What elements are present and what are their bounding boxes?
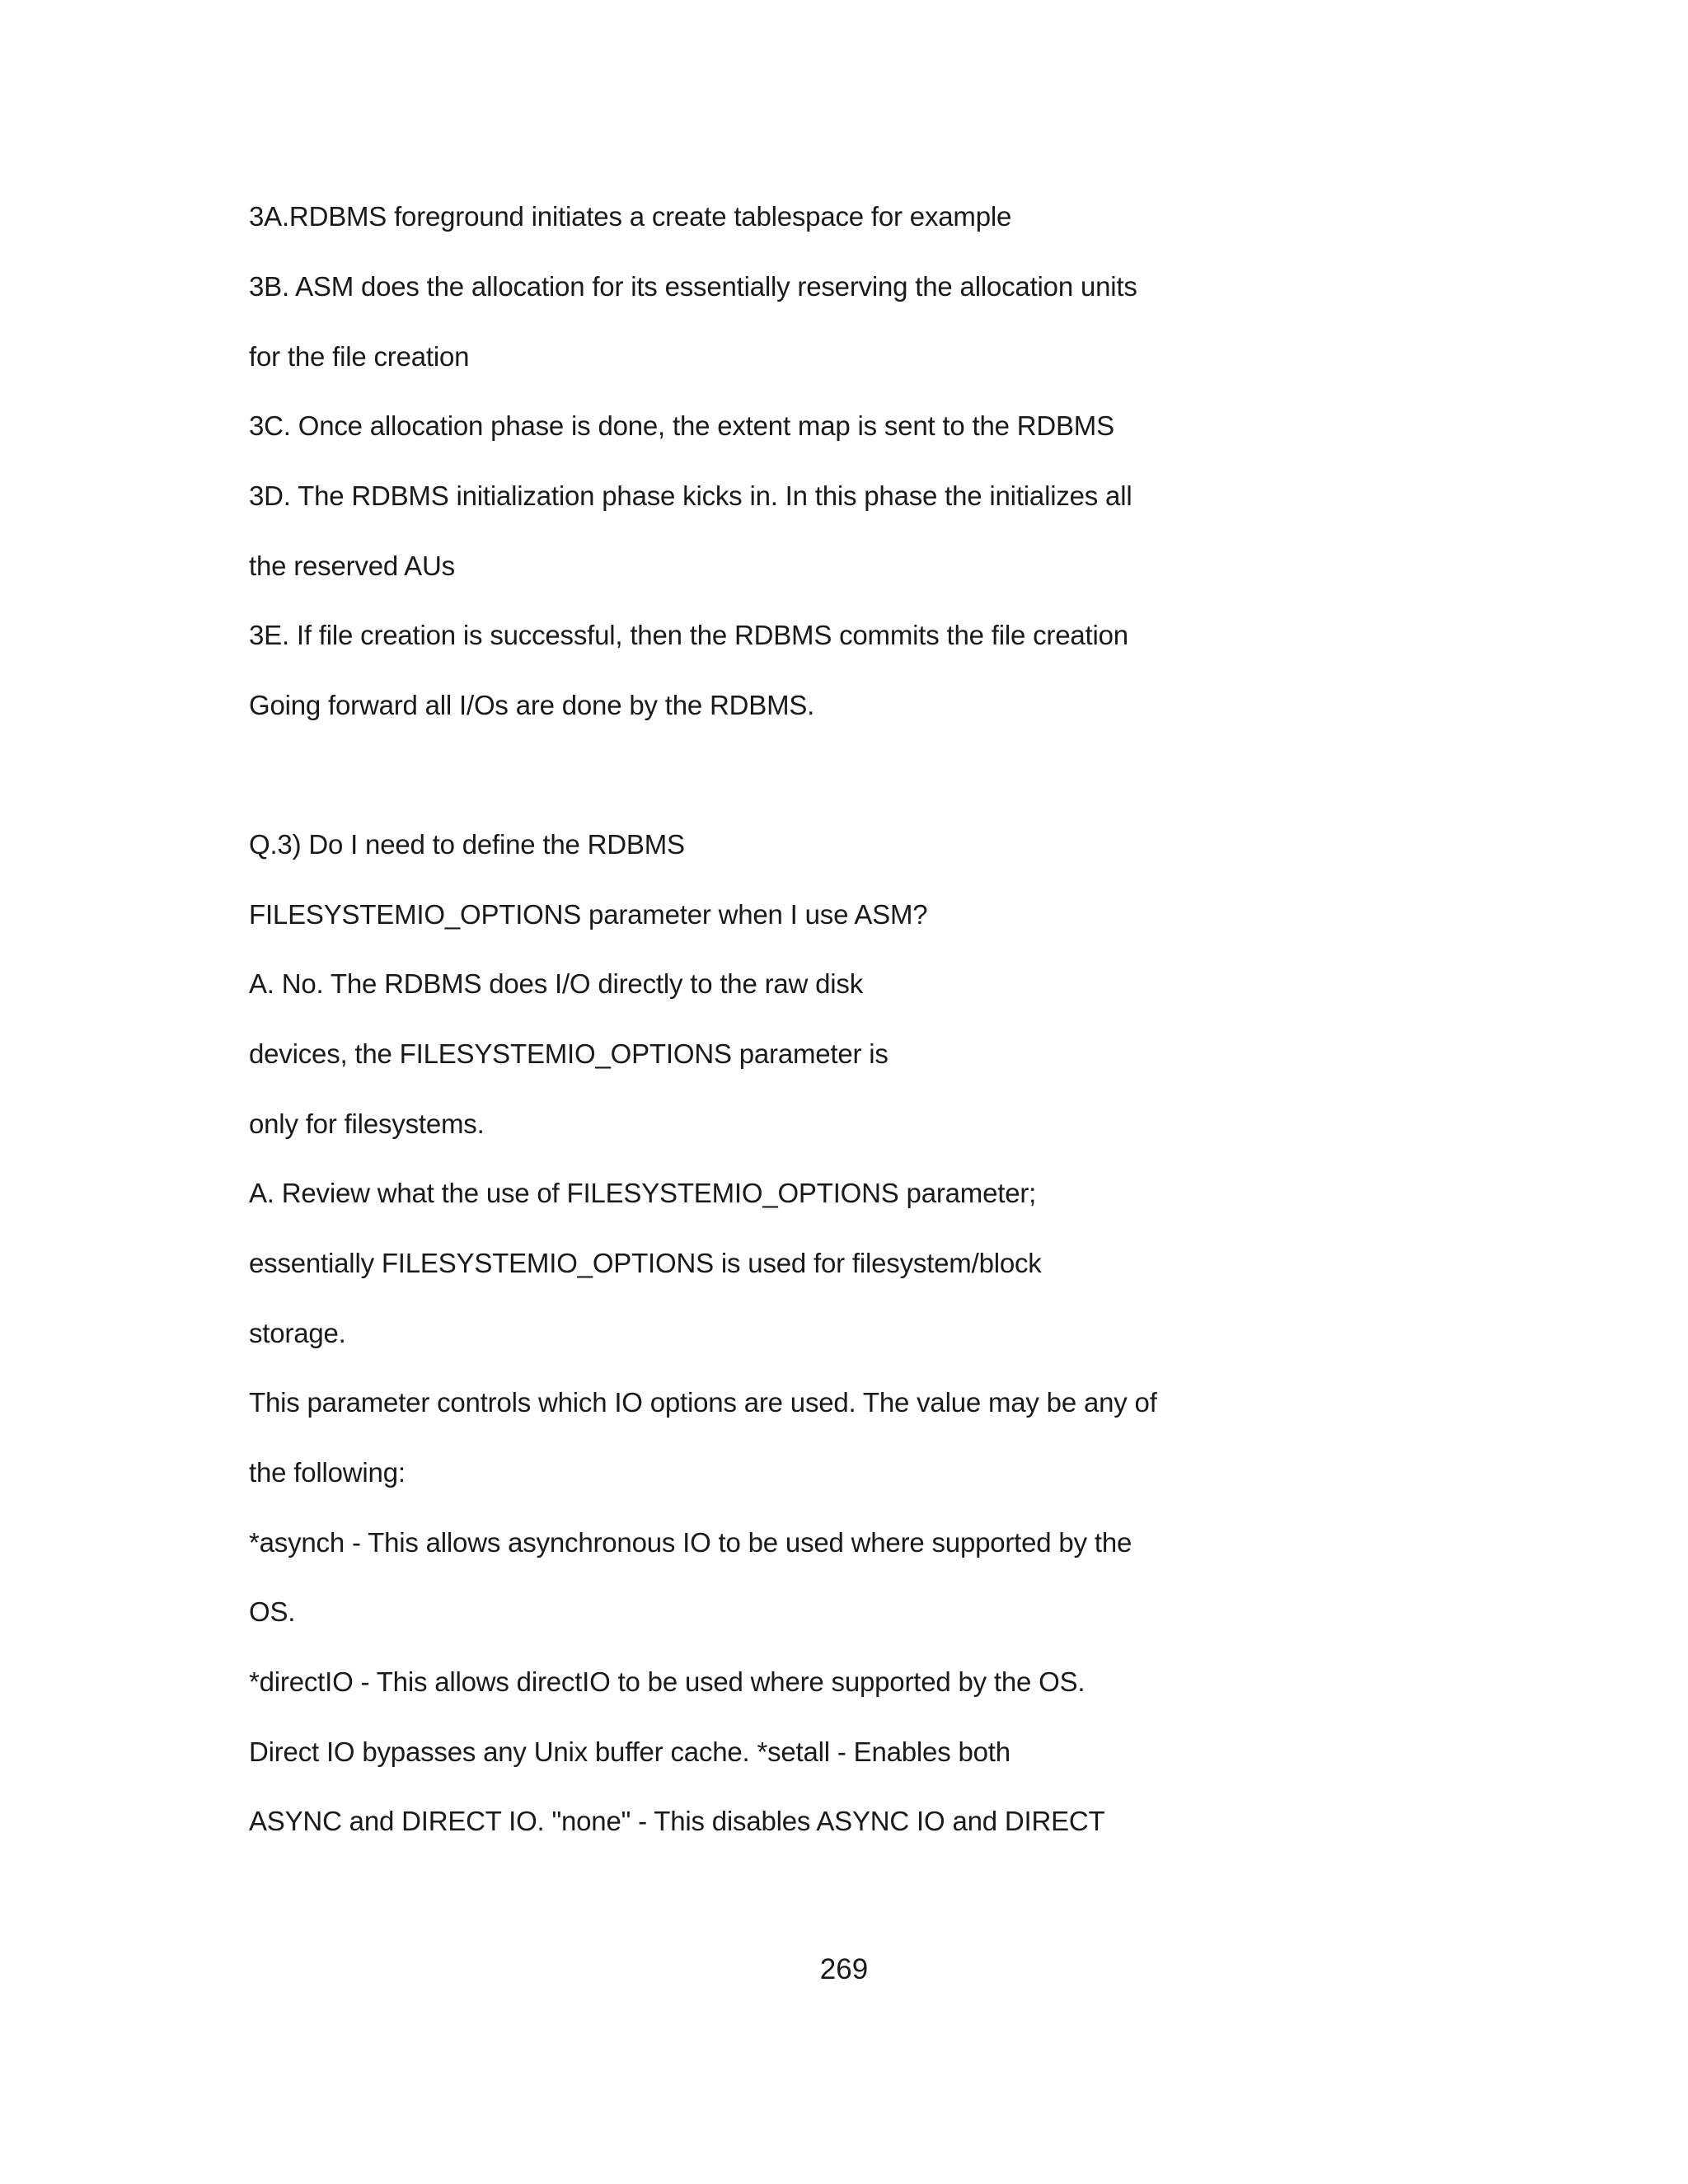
answer-line-3: only for filesystems. — [249, 1108, 485, 1139]
text-line-3e: 3E. If file creation is successful, then the RDBMS commits the file creation — [249, 620, 1128, 650]
text-line-3d-cont: the reserved AUs — [249, 551, 455, 581]
text-line-going-forward: Going forward all I/Os are done by the RDBMS. — [249, 690, 815, 720]
direct-io-line: Direct IO bypasses any Unix buffer cache. *setall - Enables both — [249, 1736, 1010, 1767]
asynch-line-2: OS. — [249, 1596, 296, 1627]
answer-review-line-3: storage. — [249, 1318, 346, 1348]
question-heading-cont: FILESYSTEMIO_OPTIONS parameter when I use ASM? — [249, 899, 928, 930]
text-line-3b-cont: for the file creation — [249, 341, 470, 372]
asynch-line-1: *asynch - This allows asynchronous IO to be used where supported by the — [249, 1527, 1132, 1558]
parameter-line-1: This parameter controls which IO options are used. The value may be any of — [249, 1387, 1157, 1418]
async-direct-line: ASYNC and DIRECT IO. "none" - This disables ASYNC IO and DIRECT — [249, 1806, 1105, 1836]
answer-line-1: A. No. The RDBMS does I/O directly to the raw disk — [249, 968, 864, 999]
text-line-3c: 3C. Once allocation phase is done, the extent map is sent to the RDBMS — [249, 410, 1114, 441]
question-heading: Q.3) Do I need to define the RDBMS — [249, 829, 685, 860]
directio-line: *directIO - This allows directIO to be used where supported by the OS. — [249, 1666, 1085, 1697]
answer-line-2: devices, the FILESYSTEMIO_OPTIONS parameter is — [249, 1038, 889, 1069]
text-line-3a: 3A.RDBMS foreground initiates a create tablespace for example — [249, 201, 1012, 232]
text-line-3b: 3B. ASM does the allocation for its essentially reserving the allocation units — [249, 271, 1137, 302]
answer-review-line-1: A. Review what the use of FILESYSTEMIO_OPTIONS parameter; — [249, 1178, 1037, 1208]
answer-review-line-2: essentially FILESYSTEMIO_OPTIONS is used for filesystem/block — [249, 1248, 1042, 1278]
text-line-3d: 3D. The RDBMS initialization phase kicks in. In this phase the initializes all — [249, 480, 1132, 511]
parameter-line-2: the following: — [249, 1457, 406, 1488]
page-number: 269 — [819, 1953, 869, 1985]
